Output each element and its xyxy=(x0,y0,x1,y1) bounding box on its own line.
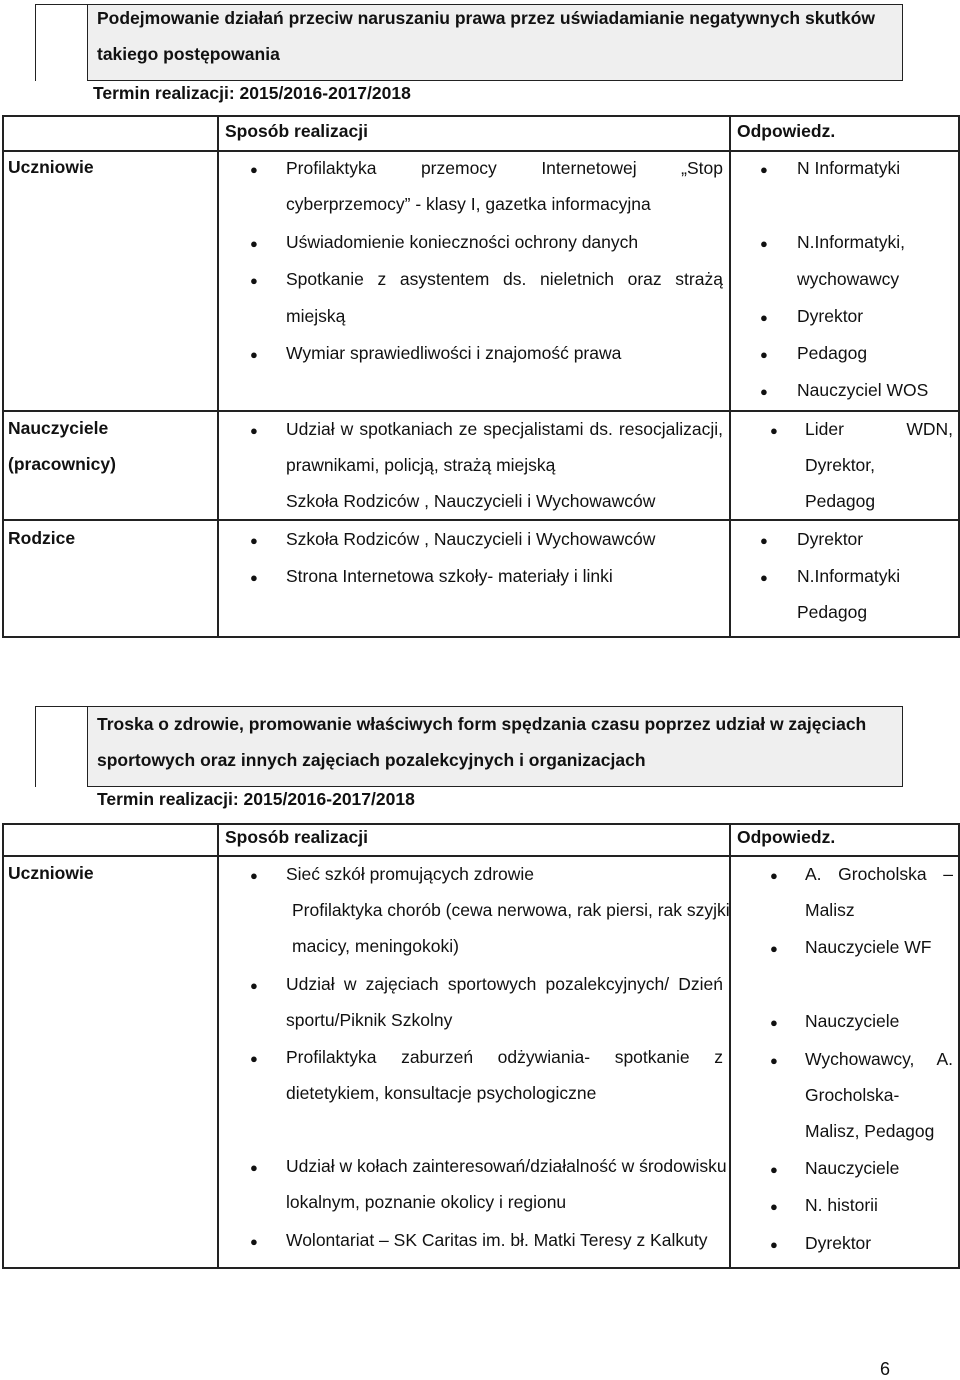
item-s2-1: Sieć szkół promujących zdrowie xyxy=(286,864,535,884)
group-label-teachers-sub: (pracownicy) xyxy=(8,454,116,474)
resp-u5: Nauczyciel WOS xyxy=(797,380,929,400)
word: A. xyxy=(805,864,822,884)
item-s2-3-line2: dietetykiem, konsultacje psychologiczne xyxy=(286,1083,597,1103)
resp-s2-7: Dyrektor xyxy=(805,1233,872,1253)
resp-s2-4b: Grocholska- xyxy=(805,1085,900,1105)
item-s2-4-line2: lokalnym, poznanie okolicy i regionu xyxy=(286,1192,567,1212)
section1-term: Termin realizacji: 2015/2016-2017/2018 xyxy=(93,83,411,103)
item-n1-line1 xyxy=(286,418,723,440)
item-s2-2-line2: sportu/Piknik Szkolny xyxy=(286,1010,453,1030)
bullet-icon: ● xyxy=(250,1051,258,1066)
item-s2-4: Udział w kołach zainteresowań/działalność w środowisku xyxy=(286,1156,727,1176)
word: ds. xyxy=(503,269,527,289)
resp-s2-1 xyxy=(805,863,953,885)
bullet-icon: ● xyxy=(760,384,768,399)
item-r2: Strona Internetowa szkoły- materiały i linki xyxy=(286,566,613,586)
item-s2-1c: macicy, meningokoki) xyxy=(292,936,459,956)
table2-bottom-border xyxy=(2,1267,959,1269)
bullet-icon: ● xyxy=(250,868,258,883)
section1-title-line2: takiego postępowania xyxy=(97,44,280,64)
resp-s2-4 xyxy=(805,1048,953,1070)
bullet-icon: ● xyxy=(250,162,258,177)
item-s2-5: Wolontariat – SK Caritas im. bł. Matki Teresy z Kalkuty xyxy=(286,1230,708,1250)
word: „Stop xyxy=(681,158,723,178)
word: z xyxy=(714,1047,723,1067)
word: Udział xyxy=(286,974,335,994)
section2-title-line2: sportowych oraz innych zajęciach pozalekcyjnych i organizacjach xyxy=(97,750,646,770)
word: WDN, xyxy=(906,419,953,439)
bullet-icon: ● xyxy=(760,570,768,585)
item-u3-line2: miejską xyxy=(286,306,346,326)
word: resocjalizacji, xyxy=(618,419,723,439)
resp-u2: N.Informatyki, xyxy=(797,232,905,252)
word: sportowych xyxy=(447,974,537,994)
resp-s2-1b: Malisz xyxy=(805,900,855,920)
table2-right-border xyxy=(958,823,960,1269)
bullet-icon: ● xyxy=(770,941,778,956)
resp-r3: Pedagog xyxy=(797,602,868,622)
resp-s2-5: Nauczyciele xyxy=(805,1158,900,1178)
word: Internetowej xyxy=(541,158,637,178)
word: z xyxy=(377,269,387,289)
table2-col-responsible: Odpowiedz. xyxy=(737,827,836,847)
word: Profilaktyka xyxy=(286,158,377,178)
resp-r2: N.Informatyki xyxy=(797,566,901,586)
resp-u3: Dyrektor xyxy=(797,306,864,326)
item-u3-line1 xyxy=(286,268,723,290)
resp-n1 xyxy=(805,418,953,440)
section1-header-frame xyxy=(35,4,88,81)
bullet-icon: ● xyxy=(250,236,258,251)
word: oraz xyxy=(627,269,662,289)
item-u4: Wymiar sprawiedliwości i znajomość prawa xyxy=(286,343,622,363)
group-label-students-2: Uczniowie xyxy=(8,863,94,883)
word: przemocy xyxy=(420,158,497,178)
word: specjalistami xyxy=(483,419,584,439)
resp-r1: Dyrektor xyxy=(797,529,864,549)
section2-header-frame xyxy=(35,706,88,787)
group-label-students: Uczniowie xyxy=(8,157,94,177)
word: ze xyxy=(458,419,478,439)
bullet-icon: ● xyxy=(250,978,258,993)
table2-col-divider-1 xyxy=(217,823,219,1269)
word: spotkanie xyxy=(614,1047,690,1067)
table2-col-method: Sposób realizacji xyxy=(225,827,368,847)
bullet-icon: ● xyxy=(760,162,768,177)
word: strażą xyxy=(675,269,723,289)
resp-u2b: wychowawcy xyxy=(797,269,900,289)
word: zaburzeń xyxy=(401,1047,474,1067)
item-n1-line2: prawnikami, policją, strażą miejską xyxy=(286,455,556,475)
bullet-icon: ● xyxy=(760,347,768,362)
table1-col-method: Sposób realizacji xyxy=(225,121,368,141)
item-r1: Szkoła Rodziców , Nauczycieli i Wychowawców xyxy=(286,529,656,549)
bullet-icon: ● xyxy=(770,1199,778,1214)
word: nieletnich xyxy=(540,269,614,289)
resp-n3: Pedagog xyxy=(805,491,876,511)
bullet-icon: ● xyxy=(250,347,258,362)
bullet-icon: ● xyxy=(250,423,258,438)
table2-header-divider xyxy=(2,855,959,857)
table1-right-border xyxy=(958,115,960,638)
table1-row-divider-2 xyxy=(2,519,959,521)
table2-col-divider-2 xyxy=(729,823,731,1269)
table1-header-divider xyxy=(2,150,959,152)
word: spotkaniach xyxy=(359,419,453,439)
section2-term: Termin realizacji: 2015/2016-2017/2018 xyxy=(97,789,415,809)
bullet-icon: ● xyxy=(250,570,258,585)
section2-title-line1: Troska o zdrowie, promowanie właściwych form spędzania czasu poprzez udział w zajęciach xyxy=(97,714,867,734)
word: zajęciach xyxy=(365,974,439,994)
bullet-icon: ● xyxy=(770,423,778,438)
word: Udział xyxy=(286,419,335,439)
bullet-icon: ● xyxy=(760,533,768,548)
word: Dzień xyxy=(678,974,723,994)
bullet-icon: ● xyxy=(250,533,258,548)
item-u2: Uświadomienie konieczności ochrony danych xyxy=(286,232,639,252)
word: odżywiania- xyxy=(497,1047,591,1067)
table1-row-divider-1 xyxy=(2,410,959,412)
table1-left-border xyxy=(2,115,4,638)
word: w xyxy=(340,419,354,439)
item-u1-line2: cyberprzemocy” - klasy I, gazetka informacyjna xyxy=(286,194,651,214)
table1-bottom-border xyxy=(2,636,959,638)
word: w xyxy=(343,974,357,994)
word: ds. xyxy=(589,419,613,439)
bullet-icon: ● xyxy=(250,1234,258,1249)
bullet-icon: ● xyxy=(760,236,768,251)
bullet-icon: ● xyxy=(770,1237,778,1252)
table2-top-border xyxy=(2,823,959,825)
page-number: 6 xyxy=(880,1359,891,1379)
bullet-icon: ● xyxy=(760,310,768,325)
bullet-icon: ● xyxy=(250,273,258,288)
bullet-icon: ● xyxy=(250,1160,258,1175)
word: Spotkanie xyxy=(286,269,364,289)
word: Profilaktyka xyxy=(286,1047,377,1067)
bullet-icon: ● xyxy=(770,1162,778,1177)
word: Grocholska xyxy=(838,864,927,884)
bullet-icon: ● xyxy=(770,1053,778,1068)
resp-s2-2: Nauczyciele WF xyxy=(805,937,932,957)
resp-s2-4c: Malisz, Pedagog xyxy=(805,1121,935,1141)
table2-left-border xyxy=(2,823,4,1269)
item-s2-3-line1 xyxy=(286,1046,723,1068)
group-label-parents: Rodzice xyxy=(8,528,76,548)
word: – xyxy=(943,864,953,884)
bullet-icon: ● xyxy=(770,1015,778,1030)
word: A. xyxy=(936,1049,953,1069)
table1-col-divider-2 xyxy=(729,115,731,638)
word: pozalekcyjnych/ xyxy=(545,974,670,994)
item-u1-line1 xyxy=(286,157,723,179)
resp-n2: Dyrektor, xyxy=(805,455,876,475)
resp-s2-6: N. historii xyxy=(805,1195,878,1215)
group-label-teachers: Nauczyciele xyxy=(8,418,109,438)
item-s2-2-line1 xyxy=(286,973,723,995)
resp-s2-3: Nauczyciele xyxy=(805,1011,900,1031)
section1-title-line1: Podejmowanie działań przeciw naruszaniu prawa przez uświadamianie negatywnych skutków xyxy=(97,8,875,28)
word: asystentem xyxy=(399,269,490,289)
table1-top-border xyxy=(2,115,959,117)
table1-col-responsible: Odpowiedz. xyxy=(737,121,836,141)
bullet-icon: ● xyxy=(770,868,778,883)
resp-u1: N Informatyki xyxy=(797,158,901,178)
resp-u4: Pedagog xyxy=(797,343,868,363)
word: Lider xyxy=(805,419,844,439)
item-s2-1b: Profilaktyka chorób (cewa nerwowa, rak piersi, rak szyjki xyxy=(292,900,730,920)
item-n2: Szkoła Rodziców , Nauczycieli i Wychowawców xyxy=(286,491,656,511)
word: Wychowawcy, xyxy=(805,1049,915,1069)
table1-col-divider-1 xyxy=(217,115,219,638)
